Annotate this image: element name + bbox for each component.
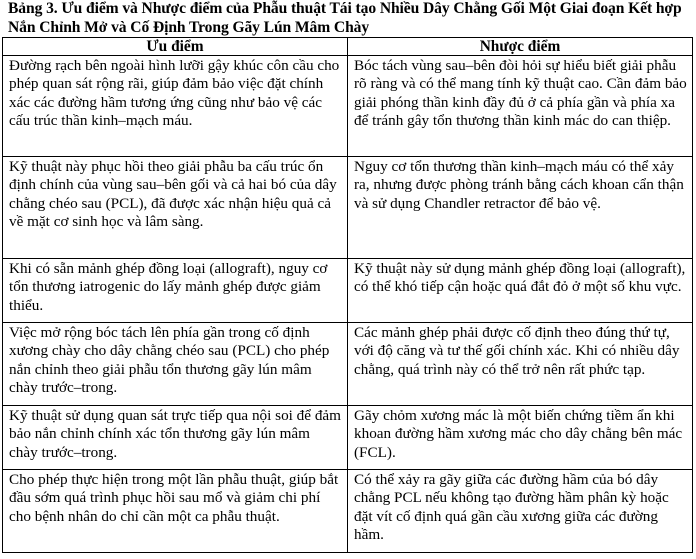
advantage-cell: Việc mở rộng bóc tách lên phía gần trong cố định xương chày cho dây chằng chéo sau (PCL) cho phép nắn chỉnh theo giải phẫu tổn thương gãy lún mâm chày trước–trong.: [3, 323, 348, 406]
advantage-cell: Đường rạch bên ngoài hình lưỡi gậy khúc côn cầu cho phép quan sát rộng rãi, giúp đảm bảo việc đặt chính xác các đường hầm tương ứng cũng như bảo vệ các cấu trúc thần kinh–mạch máu.: [3, 56, 348, 157]
pros-cons-table: [2, 37, 693, 553]
advantage-cell: Kỹ thuật này phục hồi theo giải phẫu ba cấu trúc ổn định chính của vùng sau–bên gối và cả hai bó của dây chằng chéo sau (PCL), đã được xác nhận hiệu quả cả về mặt cơ sinh học và lâm sàng.: [3, 157, 348, 259]
disadvantage-cell: Bóc tách vùng sau–bên đòi hỏi sự hiểu biết giải phẫu rõ ràng và có thể mang tính kỹ thuật cao. Cần đảm bảo giải phóng thần kinh đầy đủ ở cả phía gần và phía xa để tránh gây tổn thương thần kinh mác do can thiệp.: [348, 56, 693, 157]
table-row: [3, 406, 693, 470]
table-row: [3, 259, 693, 323]
advantage-cell: Cho phép thực hiện trong một lần phẫu thuật, giúp bắt đầu sớm quá trình phục hồi sau mổ và giảm chi phí cho bệnh nhân do chỉ cần một ca phẫu thuật.: [3, 470, 348, 553]
disadvantage-cell: Gãy chỏm xương mác là một biến chứng tiềm ẩn khi khoan đường hầm xương mác cho dây chằng bên mác (FCL).: [348, 406, 693, 470]
table-row: [3, 157, 693, 259]
disadvantage-cell: Kỹ thuật này sử dụng mảnh ghép đồng loại (allograft), có thể khó tiếp cận hoặc quá đắt đỏ ở một số khu vực.: [348, 259, 693, 323]
header-advantages: Ưu điểm: [3, 38, 348, 56]
header-disadvantages: Nhược điểm: [348, 38, 693, 56]
table-row: [3, 323, 693, 406]
document: [2, 0, 692, 553]
disadvantage-cell: Có thể xảy ra gãy giữa các đường hầm của bó dây chằng PCL nếu không tạo đường hầm phân kỳ hoặc đặt vít cố định quá gần cầu xương giữa các đường hầm.: [348, 470, 693, 553]
advantage-cell: Khi có sẵn mảnh ghép đồng loại (allograft), nguy cơ tổn thương iatrogenic do lấy mảnh ghép được giảm thiểu.: [3, 259, 348, 323]
advantage-cell: Kỹ thuật sử dụng quan sát trực tiếp qua nội soi để đảm bảo nắn chỉnh chính xác tổn thương gãy lún mâm chày trước–trong.: [3, 406, 348, 470]
disadvantage-cell: Các mảnh ghép phải được cố định theo đúng thứ tự, với độ căng và tư thế gối chính xác. Khi có nhiều dây chằng, quá trình này có thể trở nên rất phức tạp.: [348, 323, 693, 406]
table-header-row: [3, 38, 693, 56]
table-row: [3, 470, 693, 553]
disadvantage-cell: Nguy cơ tổn thương thần kinh–mạch máu có thể xảy ra, nhưng được phòng tránh bằng cách khoan cẩn thận và sử dụng Chandler retractor để bảo vệ.: [348, 157, 693, 259]
table-row: [3, 56, 693, 157]
table-caption: Bảng 3. Ưu điểm và Nhược điểm của Phẫu thuật Tái tạo Nhiều Dây Chằng Gối Một Giai đoạn Kết hợp Nắn Chỉnh Mở và Cố Định Trong Gãy Lún Mâm Chày: [8, 0, 682, 36]
